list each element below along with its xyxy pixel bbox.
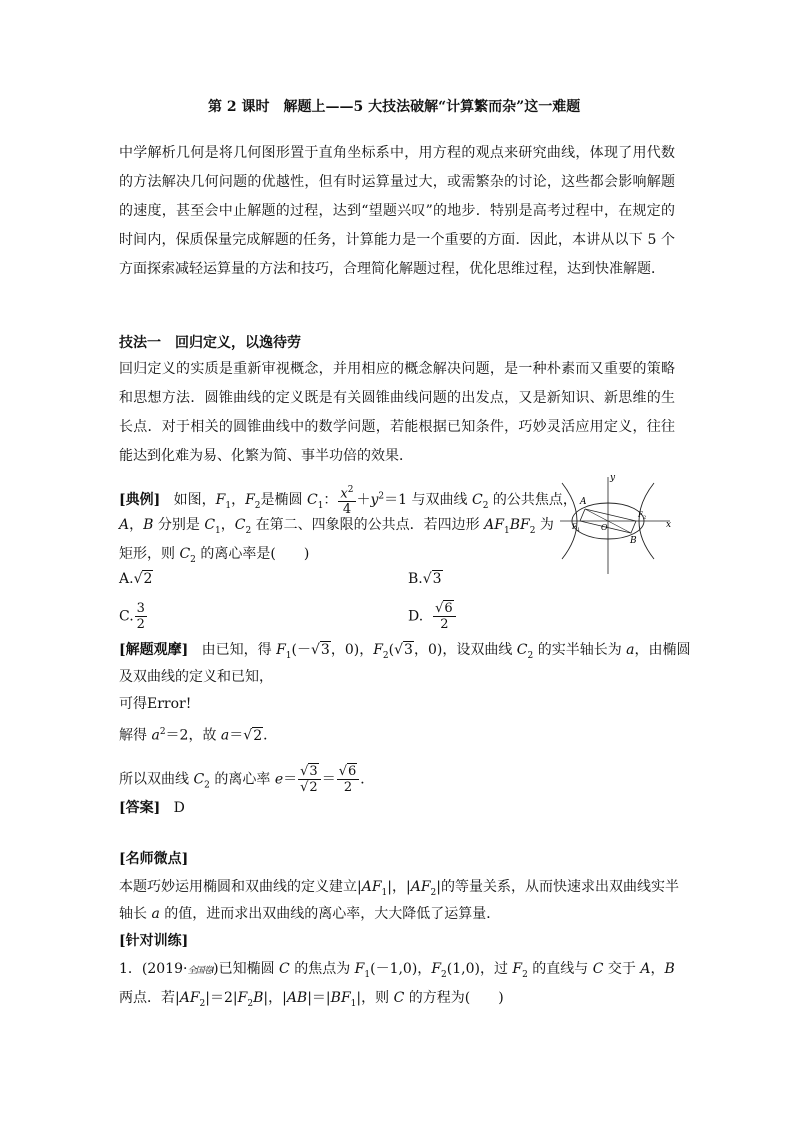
page-title: 第 2 课时 解题上——5 大技法破解“计算繁而杂”这一难题 (208, 99, 581, 115)
teacher-note-line-1: 本题巧妙运用椭圆和双曲线的定义建立$|AF_1|$，$|AF_2|$的等量关系，从而快速求出双曲线实半 (119, 879, 679, 898)
label-o: O (601, 523, 608, 532)
solution-line-4: 解得 $a^2=2$，故 a＝√2． (119, 727, 278, 744)
label-b: B (630, 536, 637, 546)
answer-tag: [答案] (119, 800, 161, 816)
choice-c: C. $\frac{3}{2}$ (119, 601, 145, 632)
label-a: A (580, 497, 587, 507)
intro-paragraph: 中学解析几何是将几何图形置于直角坐标系中，用方程的观点来研究曲线，体现了用代数的方法解决几何问题的优越性，但有时运算量过大，或需繁杂的讨论，这些都会影响解题的速度，甚至会中止解题的过程，达到“望题兴叹”的地步．特别是高考过程中，在规定的时间内，保质保量完成解题的任务，计算能力是一个重要的方面．因此，本讲从以下 5 个方面探索减轻运算量的方法和技巧，合理简化解题过程，优化思维过程，达到快准解题． (119, 145, 675, 277)
method-heading: 技法一 回归定义，以逸待劳 (119, 335, 301, 351)
label-x: x (666, 520, 672, 530)
solution-line-5: 所以双曲线 $C_2$ 的离心率 e＝ $\frac{√3}{√2}$ ＝ $\frac{√6}{2}$ ． (119, 764, 375, 795)
exam-source-stamp: 全国卷Ⅰ (187, 966, 214, 976)
svg-text:1: 1 (577, 527, 581, 533)
answer-line (119, 801, 185, 815)
example-tag: [典例] (119, 492, 161, 509)
example-line-2: A，B 分别是 $C_1$，$C_2$ 在第二、四象限的公共点．若四边形 $AF_1BF_2$ 为 (119, 517, 554, 536)
example-line-1: [典例] 如图，$F_1$，$F_2$是椭圆 $C_1$： $\frac{x^2}{4}$ $+y^2=1$ 与双曲线 $C_2$ 的公共焦点， (119, 485, 577, 518)
ellipse-hyperbola-figure (558, 469, 678, 579)
solution-line-2: 及双曲线的定义和已知， (119, 669, 273, 685)
answer-value: D (173, 800, 185, 816)
solution-tag: [解题观摩] (119, 642, 189, 658)
practice-q1-line-2: 两点．若$|AF_2|=2|F_2B|$，$|AB|=|BF_1|$，则 C 的方程为( ) (119, 990, 504, 1009)
label-f1: F (572, 523, 577, 531)
solution-line-1: [解题观摩] 由已知，得 $F_1(-√3$，0)，$F_2(√3$，0)，设双曲线 $C_2$ 的实半轴长为 a，由椭圆 (119, 642, 691, 661)
practice-tag: [针对训练] (119, 933, 189, 949)
example-line-3: 矩形，则 $C_2$ 的离心率是( ) (119, 546, 310, 565)
teacher-note-line-2: 轴长 a 的值，进而求出双曲线的离心率，大大降低了运算量． (119, 906, 501, 922)
teacher-note-tag: [名师微点] (119, 851, 189, 867)
choice-b: B.√3 (408, 571, 442, 587)
choice-d: D. $\frac{√6}{2}$ (408, 601, 457, 632)
label-f2: F (638, 511, 643, 519)
label-y: y (610, 473, 616, 483)
practice-q1-line-1: 1．(2019·全国卷Ⅰ)已知椭圆 C 的焦点为 $F_1(-1,0)$，$F_2(1,0)$，过 $F_2$ 的直线与 C 交于 A，B (119, 961, 675, 980)
solution-line-3: 可得Error! (119, 696, 192, 712)
choice-a: A.√2 (119, 571, 153, 587)
method-body: 回归定义的实质是重新审视概念，并用相应的概念解决问题，是一种朴素而又重要的策略和思想方法．圆锥曲线的定义既是有关圆锥曲线问题的出发点，又是新知识、新思维的生长点．对于相关的圆锥曲线中的数学问题，若能根据已知条件，巧妙灵活应用定义，往往能达到化难为易、化繁为简、事半功倍的效果． (119, 361, 675, 464)
svg-text:2: 2 (643, 515, 647, 521)
